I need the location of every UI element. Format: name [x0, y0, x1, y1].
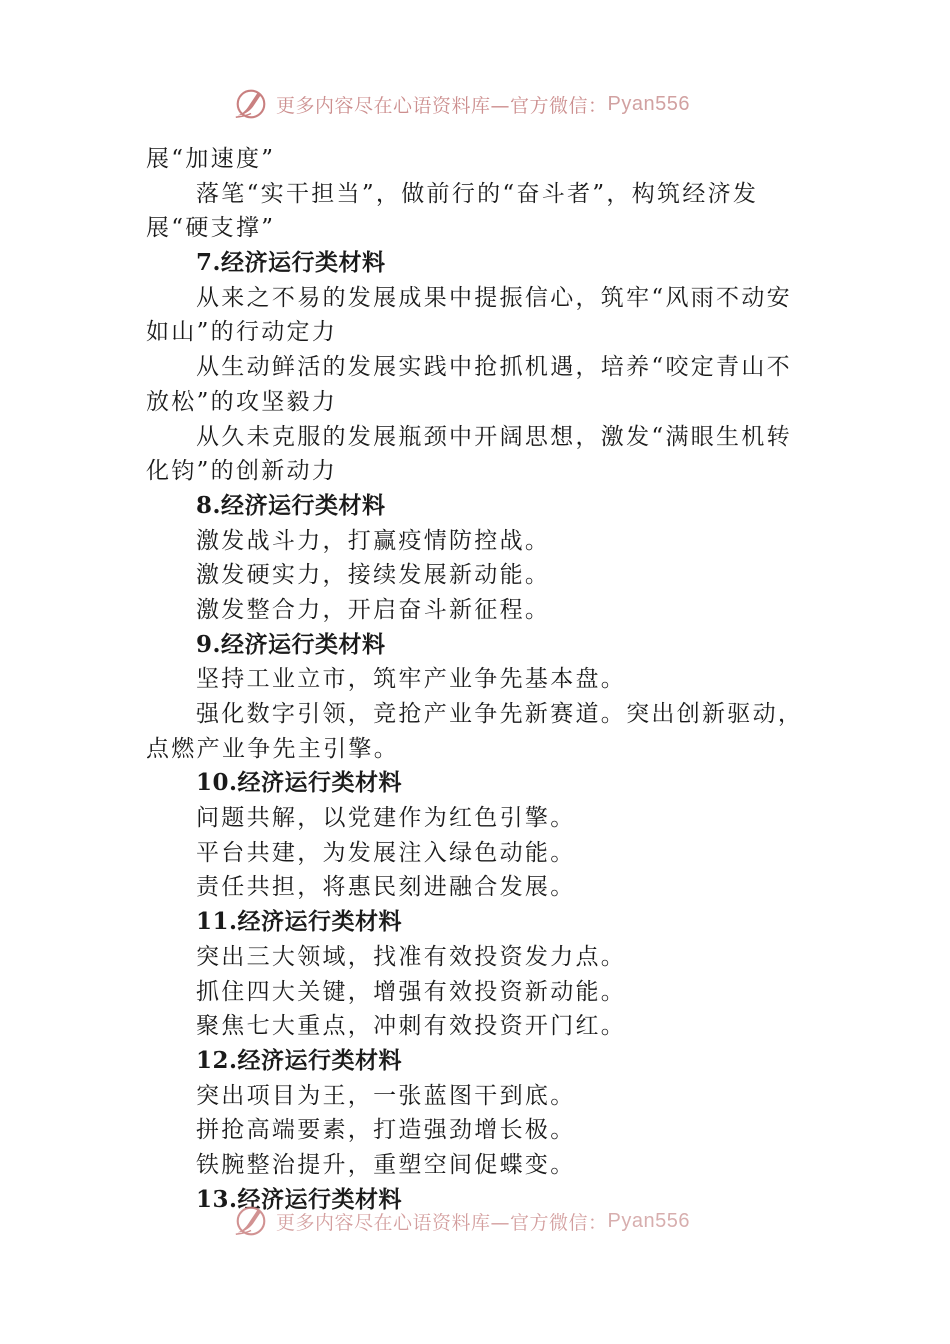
text-line: 如山”的行动定力: [146, 319, 338, 346]
watermark-text: 更多内容尽在心语资料库—官方微信：: [276, 1211, 608, 1234]
text-line: 责任共担，将惠民刻进融合发展。: [196, 874, 576, 901]
section-heading: 7.经济运行类材料: [196, 249, 386, 277]
text-line: 化钧”的创新动力: [146, 458, 338, 485]
text-line: 强化数字引领，竞抢产业争先新赛道。突出创新驱动，: [196, 701, 804, 727]
header-watermark: [232, 84, 690, 124]
section-heading: 9.经济运行类材料: [196, 630, 386, 658]
document-body: [146, 142, 816, 1217]
watermark-account: Pyan556: [607, 1209, 690, 1232]
text-line: 突出三大领域，找准有效投资发力点。: [196, 943, 627, 970]
text-line: 抓住四大关键，增强有效投资新动能。: [196, 978, 627, 1005]
section-heading: 10.经济运行类材料: [196, 769, 403, 797]
footer-watermark: [232, 1201, 690, 1241]
text-line: 平台共建，为发展注入绿色动能。: [196, 839, 576, 866]
text-line: 从久未克服的发展瓶颈中开阔思想，激发“满眼生机转: [196, 423, 792, 450]
pen-nib-circle-icon: [232, 1202, 270, 1240]
text-line: 激发硬实力，接续发展新动能。: [196, 562, 551, 589]
text-line: 拼抢高端要素，打造强劲增长极。: [196, 1117, 576, 1144]
watermark-account: Pyan556: [607, 92, 690, 115]
text-line: 铁腕整治提升，重塑空间促蝶变。: [196, 1151, 576, 1178]
text-line: 展“硬支撑”: [146, 215, 276, 242]
pen-nib-circle-icon: [232, 85, 270, 123]
text-line: 坚持工业立市，筑牢产业争先基本盘。: [196, 666, 627, 693]
text-line: 激发整合力，开启奋斗新征程。: [196, 596, 551, 623]
watermark-text: 更多内容尽在心语资料库—官方微信：: [276, 94, 608, 117]
text-line: 放松”的攻坚毅力: [146, 388, 338, 415]
text-line: 从生动鲜活的发展实践中抢抓机遇，培养“咬定青山不: [196, 354, 792, 381]
text-line: 聚焦七大重点，冲刺有效投资开门红。: [196, 1013, 627, 1040]
section-heading: 8.经济运行类材料: [196, 491, 386, 519]
section-heading: 12.经济运行类材料: [196, 1046, 403, 1074]
text-line: 展“加速度”: [146, 146, 276, 172]
section-heading: 13.经济运行类材料: [196, 1185, 403, 1213]
section-heading: 11.经济运行类材料: [196, 908, 403, 936]
text-line: 点燃产业争先主引擎。: [146, 735, 399, 762]
text-line: 落笔“实干担当”，做前行的“奋斗者”，构筑经济发: [196, 180, 759, 207]
text-line: 突出项目为王，一张蓝图干到底。: [196, 1082, 576, 1109]
text-line: 问题共解，以党建作为红色引擎。: [196, 805, 576, 832]
text-line: 激发战斗力，打赢疫情防控战。: [196, 527, 551, 554]
text-line: 从来之不易的发展成果中提振信心，筑牢“风雨不动安: [196, 284, 792, 311]
